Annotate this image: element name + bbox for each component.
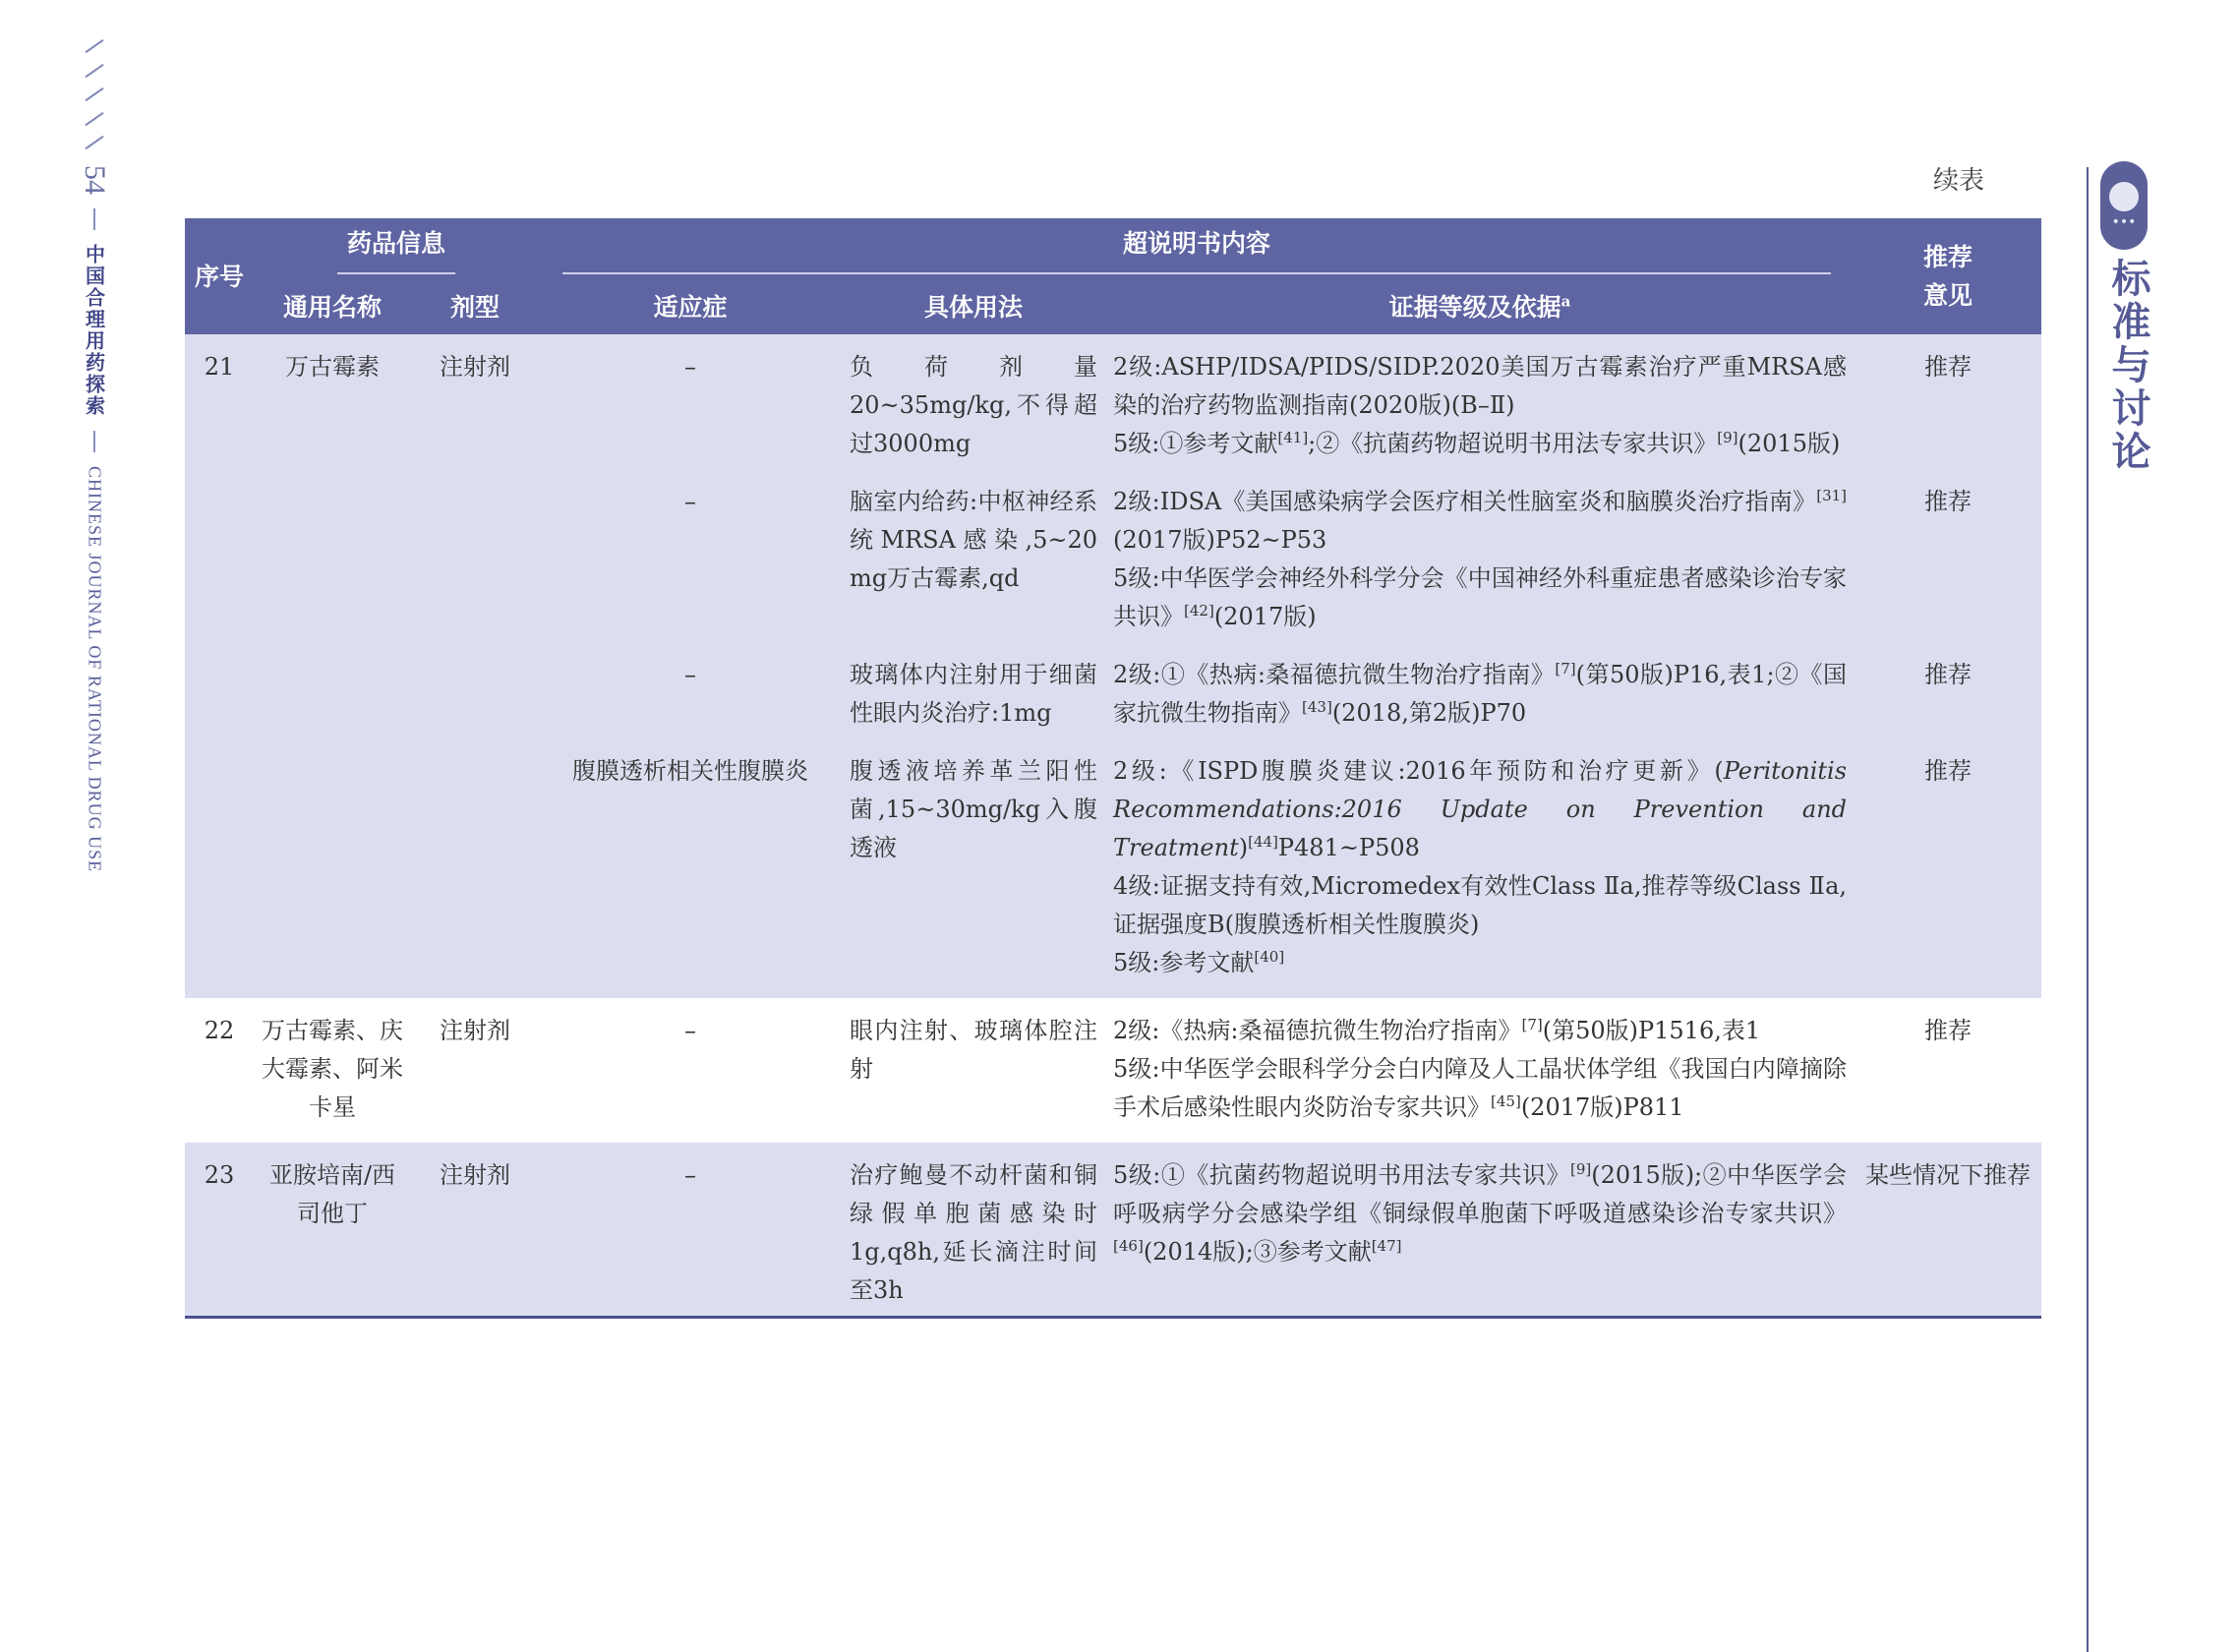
decorative-stripes-icon: [80, 45, 109, 144]
col-evidence: 证据等级及依据$^a$: [1105, 279, 1855, 334]
evidence-line: 5级:参考文献[40]: [1113, 948, 1285, 976]
journal-title-en: CHINESE JOURNAL OF RATIONAL DRUG USE: [85, 466, 105, 873]
cell-recommendation: 推荐: [1855, 469, 2041, 642]
cell-dosage-form: 注射剂: [411, 334, 539, 998]
table-continued-label: 续表: [1933, 166, 1985, 196]
cell-dosage-form: 注射剂: [411, 1143, 539, 1318]
cell-evidence: [1105, 738, 1855, 998]
table-row: [185, 998, 2041, 1143]
evidence-line: 5级:中华医学会神经外科学分会《中国神经外科重症患者感染诊治专家共识》[42](2017版): [1113, 564, 1848, 630]
col-indication: 适应症: [539, 279, 842, 334]
cell-indication: –: [539, 998, 842, 1143]
evidence-line: 2级:《热病:桑福德抗微生物治疗指南》[7](第50版)P1516,表1: [1113, 1016, 1761, 1044]
cell-generic-name: 亚胺培南/西司他丁: [254, 1143, 411, 1318]
col-generic-name: 通用名称: [254, 279, 411, 334]
cell-recommendation: 推荐: [1855, 334, 2041, 469]
cell-usage: 脑室内给药:中枢神经系统MRSA感染,5~20 mg万古霉素,qd: [842, 469, 1105, 642]
col-group-off-label: [539, 218, 1855, 279]
evidence-line: 2级:①《热病:桑福德抗微生物治疗指南》[7](第50版)P16,表1;②《国家抗微生物指南》[43](2018,第2版)P70: [1113, 660, 1848, 727]
cell-indication: –: [539, 642, 842, 738]
cell-evidence: [1105, 334, 1855, 469]
rail-divider: [93, 431, 95, 452]
group-label-off-label: 超说明书内容: [562, 224, 1831, 274]
cell-indication: 腹膜透析相关性腹膜炎: [539, 738, 842, 998]
col-usage: 具体用法: [842, 279, 1105, 334]
running-header: [77, 45, 112, 872]
group-label-drug-info: 药品信息: [337, 224, 455, 274]
page-number: 54: [79, 165, 111, 195]
col-recommendation: 推荐 意见: [1855, 218, 2041, 334]
cell-recommendation: 推荐: [1855, 738, 2041, 998]
cell-generic-name: 万古霉素: [254, 334, 411, 998]
cell-evidence: [1105, 642, 1855, 738]
evidence-line: 2级:《ISPD腹膜炎建议:2016年预防和治疗更新》(Peritonitis Recommendations:2016 Update on Prevention and Treatment)[44]P481~P508: [1113, 757, 1848, 861]
cell-usage: 治疗鲍曼不动杆菌和铜绿假单胞菌感染时1g,q8h,延长滴注时间至3h: [842, 1143, 1105, 1318]
cell-evidence: [1105, 469, 1855, 642]
cell-generic-name: 万古霉素、庆大霉素、阿米卡星: [254, 998, 411, 1143]
cell-evidence: [1105, 1143, 1855, 1318]
capsule-icon: •••: [2100, 161, 2148, 250]
cell-indication: –: [539, 334, 842, 469]
cell-recommendation: 某些情况下推荐: [1855, 1143, 2041, 1318]
cell-usage: 眼内注射、玻璃体腔注射: [842, 998, 1105, 1143]
col-dosage-form: 剂型: [411, 279, 539, 334]
cell-usage: 玻璃体内注射用于细菌性眼内炎治疗:1mg: [842, 642, 1105, 738]
cell-recommendation: 推荐: [1855, 998, 2041, 1143]
journal-title-cn: 中国合理用药探索: [82, 244, 106, 417]
cell-indication: –: [539, 1143, 842, 1318]
evidence-line: 2级:ASHP/IDSA/PIDS/SIDP.2020美国万古霉素治疗严重MRSA感染的治疗药物监测指南(2020版)(B–Ⅱ): [1113, 353, 1848, 419]
cell-recommendation: 推荐: [1855, 642, 2041, 738]
drug-table: [185, 218, 2041, 1319]
table-row: [185, 334, 2041, 469]
section-rule: [2087, 167, 2089, 1652]
rail-divider: [93, 208, 95, 230]
cell-evidence: [1105, 998, 1855, 1143]
table-row: [185, 1143, 2041, 1318]
cell-seq: 22: [185, 998, 254, 1143]
evidence-line: 4级:证据支持有效,Micromedex有效性Class Ⅱa,推荐等级Class Ⅱa,证据强度B(腹膜透析相关性腹膜炎): [1113, 872, 1848, 938]
cell-seq: 21: [185, 334, 254, 998]
evidence-line: 5级:①《抗菌药物超说明书用法专家共识》[9](2015版);②中华医学会呼吸病学分会感染学组《铜绿假单胞菌下呼吸道感染诊治专家共识》[46](2014版);③参考文献[47]: [1113, 1160, 1848, 1266]
cell-usage: 腹透液培养革兰阳性菌,15~30mg/kg入腹透液: [842, 738, 1105, 998]
evidence-line: 5级:①参考文献[41];②《抗菌药物超说明书用法专家共识》[9](2015版): [1113, 429, 1841, 457]
cell-dosage-form: 注射剂: [411, 998, 539, 1143]
evidence-line: 5级:中华医学会眼科学分会白内障及人工晶状体学组《我国白内障摘除手术后感染性眼内炎防治专家共识》[45](2017版)P811: [1113, 1055, 1848, 1121]
cell-seq: 23: [185, 1143, 254, 1318]
evidence-line: 2级:IDSA《美国感染病学会医疗相关性脑室炎和脑膜炎治疗指南》[31](2017版)P52~P53: [1113, 487, 1848, 554]
section-label: 标准与讨论: [2105, 258, 2151, 474]
col-group-drug-info: [254, 218, 539, 279]
col-seq: 序号: [185, 218, 254, 334]
cell-indication: –: [539, 469, 842, 642]
cell-usage: 负荷剂量20~35mg/kg,不得超过3000mg: [842, 334, 1105, 469]
